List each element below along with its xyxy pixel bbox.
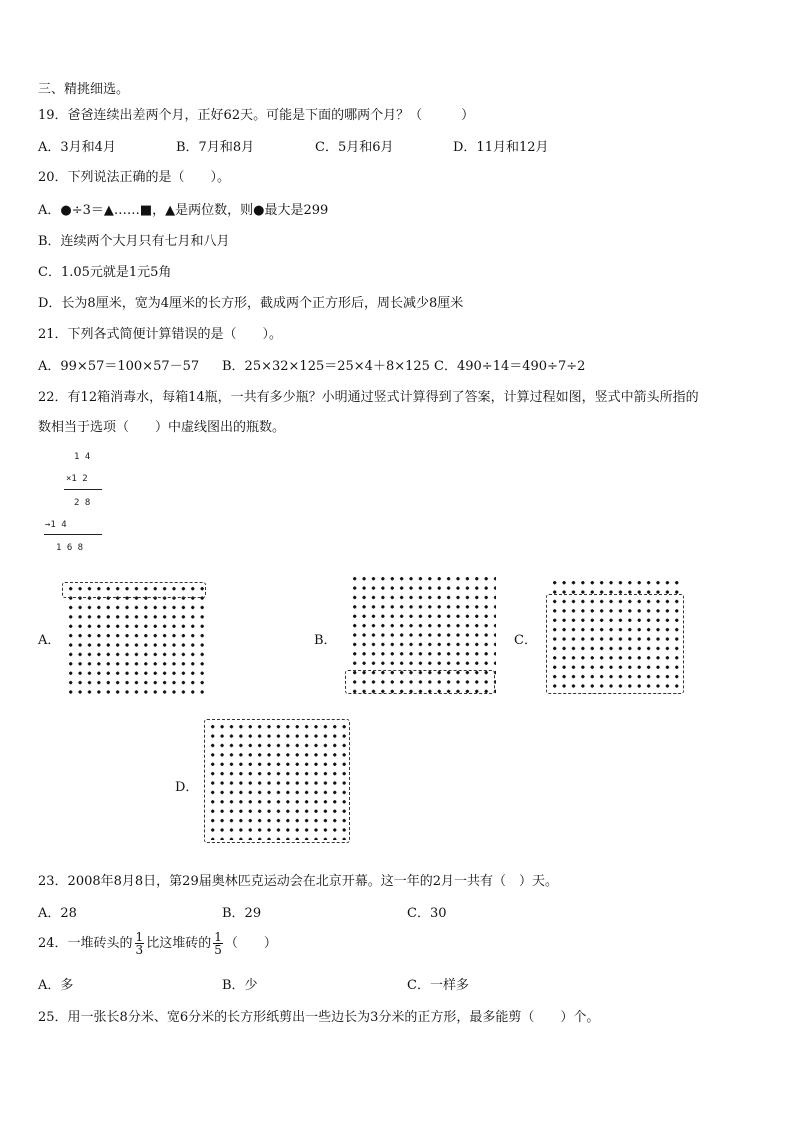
calc-rule [64, 489, 102, 490]
q19-option-a: A．3月和4月 [38, 140, 116, 155]
q20-option-a: A．●÷3＝▲……■，▲是两位数，则●最大是299 [38, 203, 329, 218]
q19-option-c: C．5月和6月 [315, 140, 394, 155]
q23-option-a: A．28 [38, 906, 77, 921]
q19-option-d: D．11月和12月 [453, 140, 549, 155]
calc-row-2: ×1 2 [66, 474, 88, 484]
fraction-denominator: 3 [135, 943, 144, 957]
q24-option-a: A．多 [38, 978, 74, 993]
dot-array-a [66, 584, 206, 696]
q23-option-c: C．30 [407, 906, 447, 921]
fraction-numerator: 1 [135, 930, 144, 944]
fraction-one-third [135, 931, 145, 956]
q20-option-d: D．长为8厘米，宽为4厘米的长方形，截成两个正方形后，周长减少8厘米 [38, 296, 464, 311]
dashed-box-a [62, 582, 206, 598]
q20-stem: 20．下列说法正确的是（ ）。 [38, 170, 231, 185]
section-title: 三、精挑细选。 [38, 82, 130, 97]
q24-stem-mid: 比这堆砖的 [146, 936, 212, 951]
q24-option-b: B．少 [222, 978, 258, 993]
q24-option-c: C．一样多 [407, 978, 469, 993]
calc-rule [44, 534, 102, 535]
q22-stem-line2: 数相当于选项（ ）中虚线图出的瓶数。 [38, 420, 286, 435]
q21-option-b-c: B．25×32×125＝25×4＋8×125 C．490÷14＝490÷7÷2 [222, 359, 586, 374]
q22-label-b: B． [314, 633, 337, 648]
q21-stem: 21．下列各式简便计算错误的是（ ）。 [38, 327, 283, 342]
q19-option-b: B．7月和8月 [176, 140, 255, 155]
q22-stem-line1: 22．有12箱消毒水，每箱14瓶，一共有多少瓶？小明通过竖式计算得到了答案，计算过程如图，竖式中箭头所指的 [38, 390, 699, 405]
calc-row-5: 1 6 8 [56, 543, 84, 553]
dashed-box-b [345, 670, 495, 694]
dashed-box-d [204, 719, 350, 843]
q21-option-a: A．99×57＝100×57－57 [38, 359, 200, 374]
q24-stem-post: （ ） [224, 936, 277, 951]
fraction-numerator: 1 [214, 930, 222, 944]
q23-option-b: B．29 [222, 906, 262, 921]
fraction-one-fifth [213, 931, 223, 956]
q20-option-b: B．连续两个大月只有七月和八月 [38, 234, 230, 249]
q25-stem: 25．用一张长8分米、宽6分米的长方形纸剪出一些边长为3分米的正方形，最多能剪（ ）个。 [38, 1010, 600, 1025]
calc-row-3: 2 8 [74, 498, 91, 508]
calc-row-4: →1 4 [45, 520, 67, 530]
dashed-box-c [546, 594, 684, 694]
q23-stem: 23．2008年8月8日，第29届奥林匹克运动会在北京开幕。这一年的2月一共有（ ）天。 [38, 874, 558, 889]
q22-label-c: C． [514, 633, 537, 648]
calc-row-1: 1 4 [74, 452, 91, 462]
q22-label-a: A． [38, 633, 61, 648]
q19-stem: 19．爸爸连续出差两个月，正好62天。可能是下面的哪两个月？（ ） [38, 108, 475, 123]
q24-stem [38, 929, 277, 959]
q20-option-c: C．1.05元就是1元5角 [38, 265, 172, 280]
fraction-denominator: 5 [214, 943, 222, 957]
q24-stem-pre: 24．一堆砖头的 [38, 936, 133, 951]
q22-label-d: D． [175, 780, 199, 795]
vertical-calculation [40, 448, 120, 558]
